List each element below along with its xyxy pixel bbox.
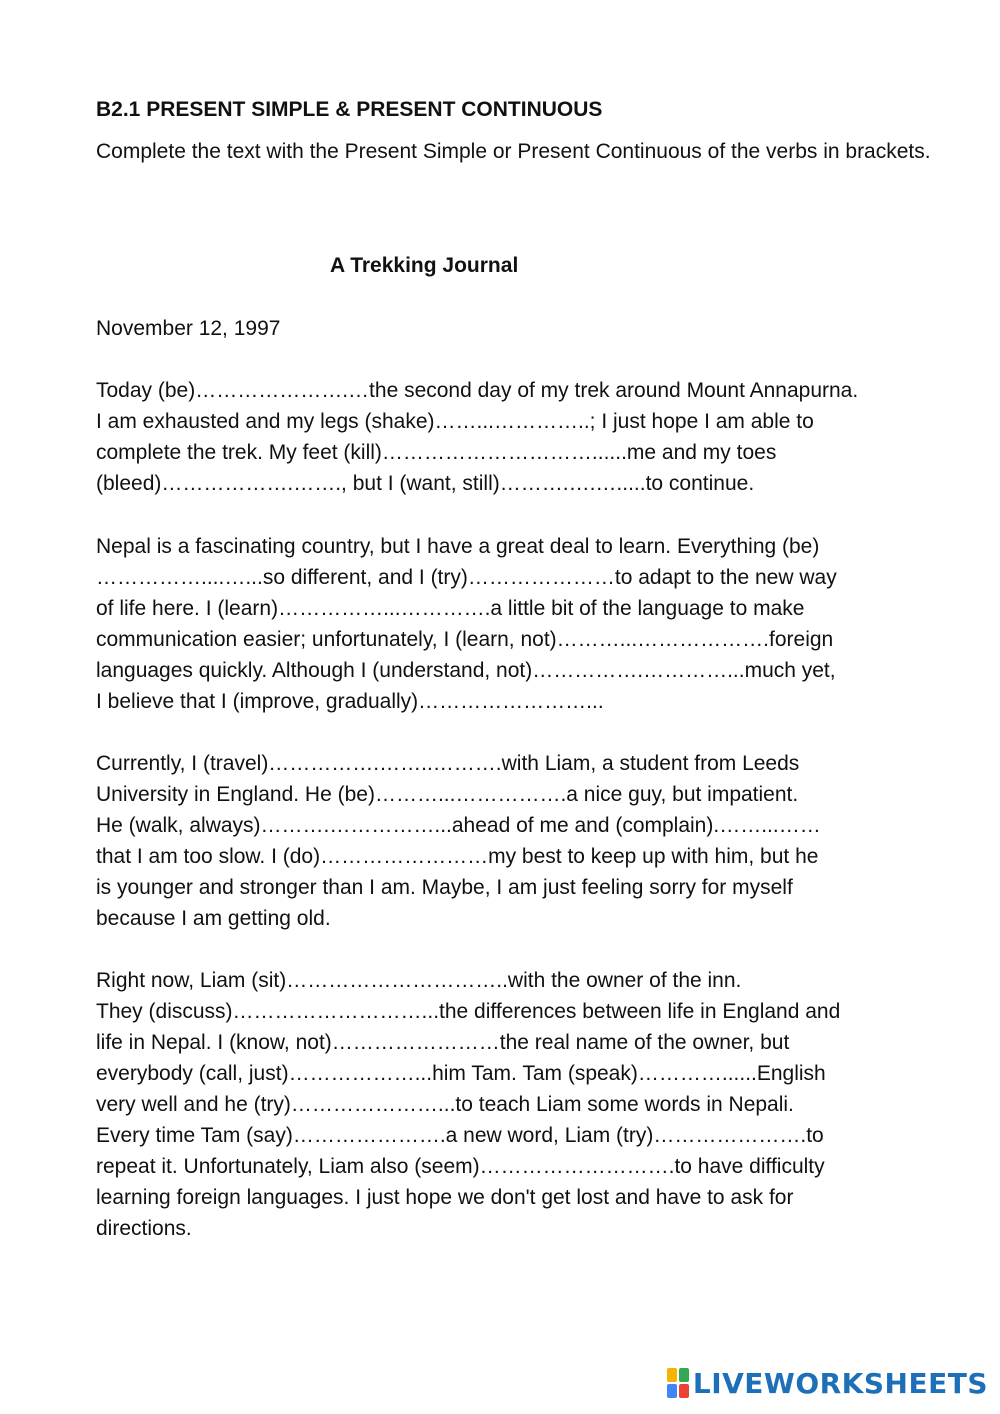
text-line: everybody (call, just)………………...him Tam. Tam (speak)…………......English [96, 1062, 826, 1085]
logo-text: LIVEWORKSHEETS [692, 1366, 988, 1400]
paragraph-4 [96, 965, 956, 1244]
text-line: communication easier; unfortunately, I (learn, not)………...……………….foreign [96, 628, 834, 651]
text-line: I believe that I (improve, gradually)……………………... [96, 690, 604, 713]
text-line: directions. [96, 1217, 192, 1240]
instructions-text: Complete the text with the Present Simple or Present Continuous of the verbs in brackets. [96, 140, 931, 163]
text-line: They (discuss)………………………...the differences between life in England and [96, 1000, 841, 1023]
paragraph-1 [96, 375, 956, 499]
text-line: ……………....…...so different, and I (try)…………………to adapt to the new way [96, 566, 837, 589]
text-line: Currently, I (travel)…………….……..……….with Liam, a student from Leeds [96, 752, 800, 775]
text-line: Every time Tam (say)………………….a new word, Liam (try)………………….to [96, 1124, 824, 1147]
text-line: languages quickly. Although I (understand, not)…………….…………...much yet, [96, 659, 836, 682]
text-line: (bleed)……………….……., but I (want, still)……….….….....to continue. [96, 472, 755, 495]
text-line: that I am too slow. I (do)……………………my best to keep up with him, but he [96, 845, 819, 868]
text-line: complete the trek. My feet (kill)…………………………......me and my toes [96, 441, 777, 464]
text-line: repeat it. Unfortunately, Liam also (seem)……………………….to have difficulty [96, 1155, 825, 1178]
text-line: University in England. He (be)………...…………….a nice guy, but impatient. [96, 783, 799, 806]
text-line: life in Nepal. I (know, not)……………………the real name of the owner, but [96, 1031, 790, 1054]
text-line: of life here. I (learn)……………...………….a little bit of the language to make [96, 597, 805, 620]
journal-title: A Trekking Journal [330, 254, 519, 277]
paragraph-2 [96, 531, 956, 717]
text-line: I am exhausted and my legs (shake)……...…………..; I just hope I am able to [96, 410, 814, 433]
text-line: is younger and stronger than I am. Maybe, I am just feeling sorry for myself [96, 876, 793, 899]
text-line: Nepal is a fascinating country, but I have a great deal to learn. Everything (be) [96, 535, 820, 558]
text-line: Today (be)………………….…the second day of my trek around Mount Annapurna. [96, 379, 859, 402]
paragraph-3 [96, 748, 956, 934]
text-line: He (walk, always)……….……………...ahead of me and (complain).……...…… [96, 814, 821, 837]
text-line: Right now, Liam (sit)…………………………..with the owner of the inn. [96, 969, 742, 992]
journal-date: November 12, 1997 [96, 317, 281, 340]
text-line: because I am getting old. [96, 907, 331, 930]
text-line: learning foreign languages. I just hope we don't get lost and have to ask for [96, 1186, 794, 1209]
worksheet-title: B2.1 PRESENT SIMPLE & PRESENT CONTINUOUS [96, 98, 603, 121]
liveworksheets-logo [667, 1366, 988, 1400]
text-line: very well and he (try)…………………...to teach Liam some words in Nepali. [96, 1093, 794, 1116]
liveworksheets-logo-icon [667, 1368, 689, 1398]
